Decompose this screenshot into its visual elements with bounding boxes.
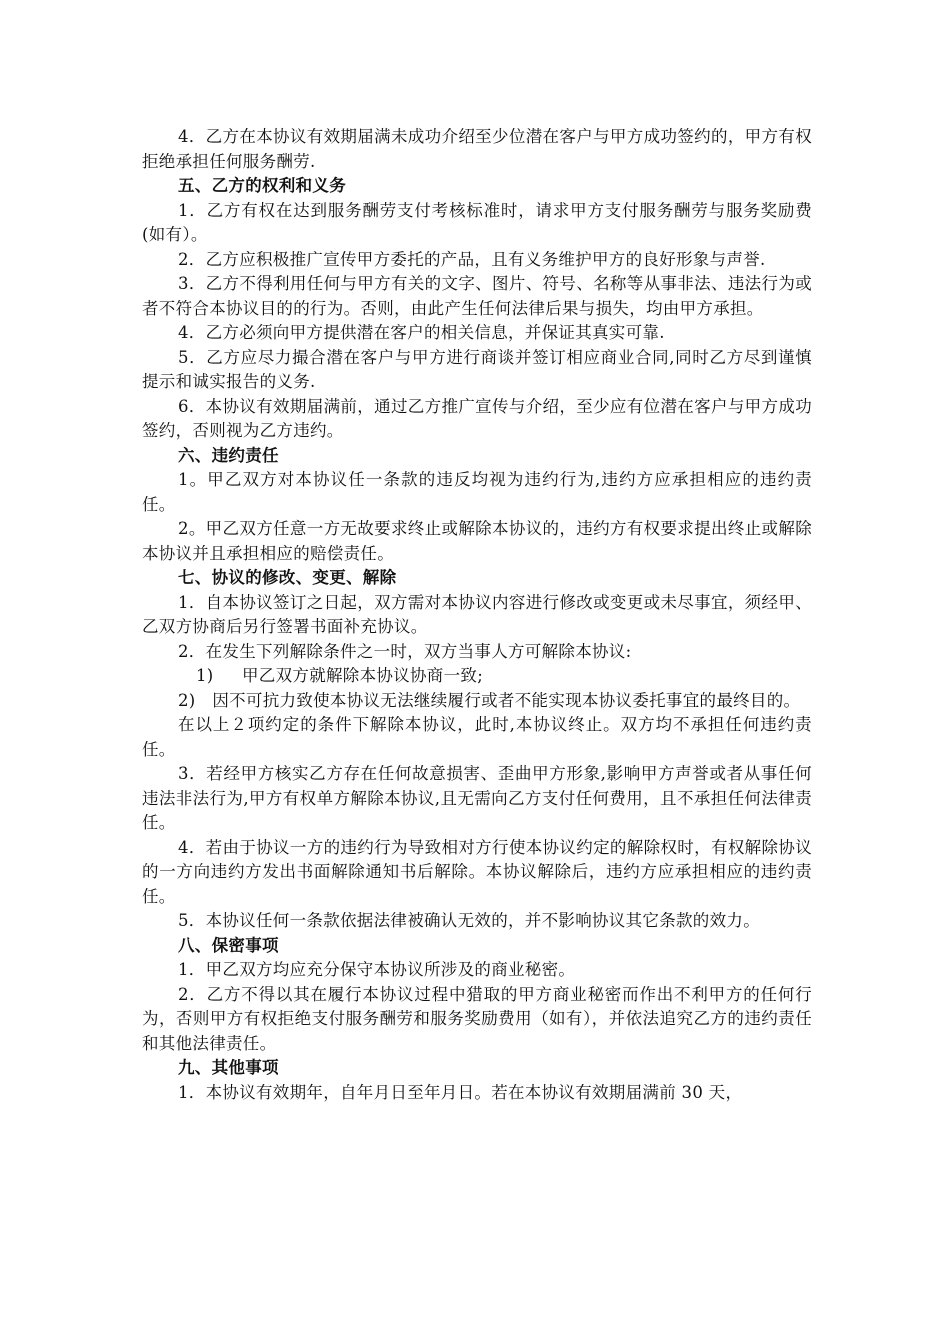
clause-paragraph: 2．在发生下列解除条件之一时，双方当事人方可解除本协议:	[178, 641, 632, 661]
clause-paragraph: 2) 因不可抗力致使本协议无法继续履行或者不能实现本协议委托事宜的最终目的。	[178, 690, 801, 710]
clause-paragraph: 1．甲乙双方均应充分保守本协议所涉及的商业秘密。	[178, 960, 576, 979]
section-heading: 九、其他事项	[178, 1058, 279, 1077]
list-item	[142, 664, 812, 689]
clause-paragraph: 4．若由于协议一方的违约行为导致相对方行使本协议约定的解除权时，有权解除协议的一方向违约方发出书面解除通知书后解除。本协议解除后，违约方应承担相应的违约责任。	[142, 837, 812, 906]
clause-paragraph: 1．自本协议签订之日起，双方需对本协议内容进行修改或变更或未尽事宜，须经甲、乙双方协商后另行签署书面补充协议。	[142, 592, 812, 636]
clause-paragraph: 1．本协议有效期年，自年月日至年月日。若在本协议有效期届满前 30 天，	[178, 1082, 743, 1102]
clause-paragraph: 1．乙方有权在达到服务酬劳支付考核标准时，请求甲方支付服务酬劳与服务奖励费(如有）。	[142, 200, 812, 244]
clause-paragraph: 3．若经甲方核实乙方存在任何故意损害、歪曲甲方形象,影响甲方声誉或者从事任何违法非法行为,甲方有权单方解除本协议,且无需向乙方支付任何费用，且不承担任何法律责任。	[142, 764, 812, 832]
section-heading: 六、违约责任	[178, 445, 279, 465]
list-item-number: 1)	[196, 666, 214, 685]
clause-paragraph: 2。甲乙双方任意一方无故要求终止或解除本协议的，违约方有权要求提出终止或解除本协议并且承担相应的赔偿责任。	[142, 519, 812, 563]
document-body	[142, 125, 812, 1105]
clause-paragraph: 2．乙方不得以其在履行本协议过程中猎取的甲方商业秘密而作出不利甲方的任何行为，否则甲方有权拒绝支付服务酬劳和服务奖励费用（如有），并依法追究乙方的违约责任和其他法律责任。	[142, 984, 812, 1053]
list-item-text: 甲乙双方就解除本协议协商一致;	[242, 666, 484, 685]
clause-paragraph: 5．本协议任何一条款依据法律被确认无效的，并不影响协议其它条款的效力。	[178, 911, 760, 930]
section-heading: 七、协议的修改、变更、解除	[178, 568, 397, 587]
clause-paragraph: 在以上２项约定的条件下解除本协议，此时,本协议终止。双方均不承担任何违约责任。	[142, 715, 812, 759]
clause-paragraph: 3．乙方不得利用任何与甲方有关的文字、图片、符号、名称等从事非法、违法行为或者不符合本协议目的的行为。否则，由此产生任何法律后果与损失，均由甲方承担。	[142, 274, 812, 318]
clause-paragraph: 2．乙方应积极推广宣传甲方委托的产品，且有义务维护甲方的良好形象与声誉.	[178, 249, 766, 269]
clause-paragraph: 4．乙方在本协议有效期届满未成功介绍至少位潜在客户与甲方成功签约的，甲方有权拒绝承担任何服务酬劳.	[142, 127, 812, 171]
clause-paragraph: 6．本协议有效期届满前，通过乙方推广宣传与介绍，至少应有位潜在客户与甲方成功签约，否则视为乙方违约。	[142, 396, 812, 440]
clause-paragraph: 1。甲乙双方对本协议任一条款的违反均视为违约行为,违约方应承担相应的违约责任。	[142, 470, 812, 514]
clause-paragraph: 5．乙方应尽力撮合潜在客户与甲方进行商谈并签订相应商业合同,同时乙方尽到谨慎提示和诚实报告的义务.	[142, 347, 812, 391]
clause-paragraph: 4．乙方必须向甲方提供潜在客户的相关信息，并保证其真实可靠.	[178, 323, 665, 342]
section-heading: 八、保密事项	[178, 935, 279, 955]
section-heading: 五、乙方的权利和义务	[178, 176, 346, 195]
